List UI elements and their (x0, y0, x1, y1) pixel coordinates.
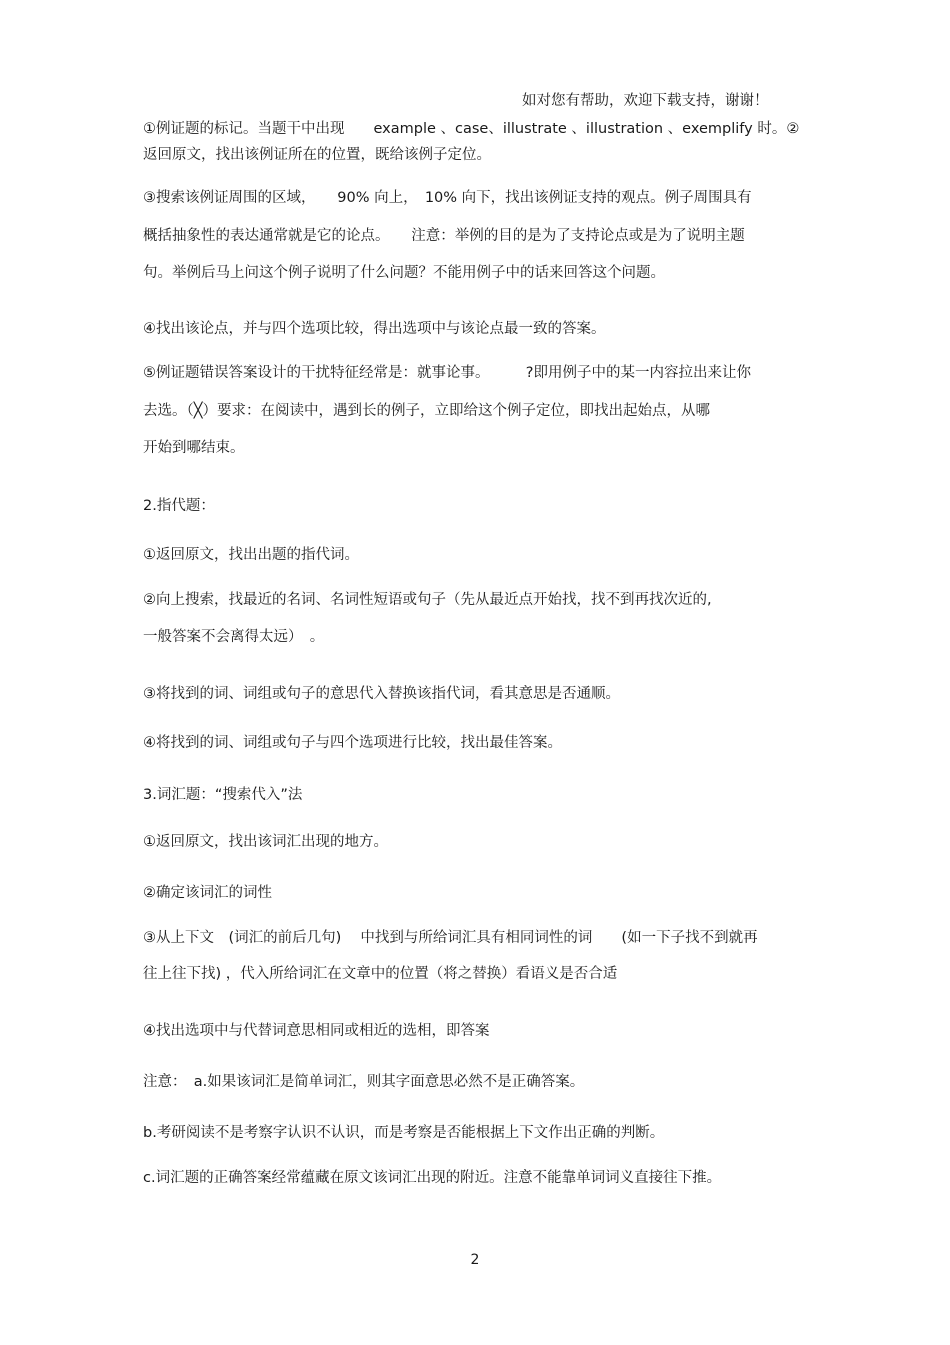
text-line: ④找出选项中与代替词意思相同或相近的选相，即答案 (143, 1023, 490, 1039)
text-line: ①例证题的标记。当题干中出现 example 、case、illustrate 、illustration 、exemplify 时。② (143, 121, 800, 137)
text-line: b.考研阅读不是考察字认识不认识，而是考察是否能根据上下文作出正确的判断。 (143, 1125, 665, 1141)
text-line: c.词汇题的正确答案经常蕴藏在原文该词汇出现的附近。注意不能靠单词词义直接往下推。 (143, 1170, 722, 1186)
text-line: ③将找到的词、词组或句子的意思代入替换该指代词，看其意思是否通顺。 (143, 686, 620, 702)
page-number: 2 (470, 1252, 480, 1268)
text-line: 去选。（╳）要求：在阅读中，遇到长的例子，立即给这个例子定位，即找出起始点，从哪 (143, 403, 710, 419)
section-heading: 3.词汇题：“搜索代入”法 (143, 787, 303, 803)
text-line: ①返回原文，找出出题的指代词。 (143, 547, 359, 563)
text-line: 往上往下找) ，代入所给词汇在文章中的位置（将之替换）看语义是否合适 (143, 966, 618, 982)
text-line: 一般答案不会离得太远） 。 (143, 629, 325, 645)
text-line: 注意： a.如果该词汇是简单词汇，则其字面意思必然不是正确答案。 (143, 1074, 585, 1090)
text-line: 返回原文，找出该例证所在的位置，既给该例子定位。 (143, 147, 491, 163)
text-line: 开始到哪结束。 (143, 440, 245, 456)
text-line: ④将找到的词、词组或句子与四个选项进行比较，找出最佳答案。 (143, 735, 562, 751)
text-line: ①返回原文，找出该词汇出现的地方。 (143, 834, 388, 850)
section-heading: 2.指代题： (143, 498, 215, 514)
text-line: 句。举例后马上问这个例子说明了什么问题？不能用例子中的话来回答这个问题。 (143, 265, 665, 281)
header-note: 如对您有帮助，欢迎下载支持，谢谢！ (522, 93, 769, 109)
text-line: ②向上搜索，找最近的名词、名词性短语或句子（先从最近点开始找，找不到再找次近的, (143, 592, 712, 608)
text-line: ③从上下文 (词汇的前后几句) 中找到与所给词汇具有相同词性的词 (如一下子找不到就再 (143, 930, 758, 946)
text-line: 概括抽象性的表达通常就是它的论点。 注意：举例的目的是为了支持论点或是为了说明主题 (143, 228, 745, 244)
text-line: ②确定该词汇的词性 (143, 885, 272, 901)
text-line: ③搜索该例证周围的区域， 90% 向上， 10% 向下，找出该例证支持的观点。例子周围具有 (143, 190, 752, 206)
text-line: ⑤例证题错误答案设计的干扰特征经常是：就事论事。 ?即用例子中的某一内容拉出来让你 (143, 365, 751, 381)
text-line: ④找出该论点，并与四个选项比较，得出选项中与该论点最一致的答案。 (143, 321, 606, 337)
